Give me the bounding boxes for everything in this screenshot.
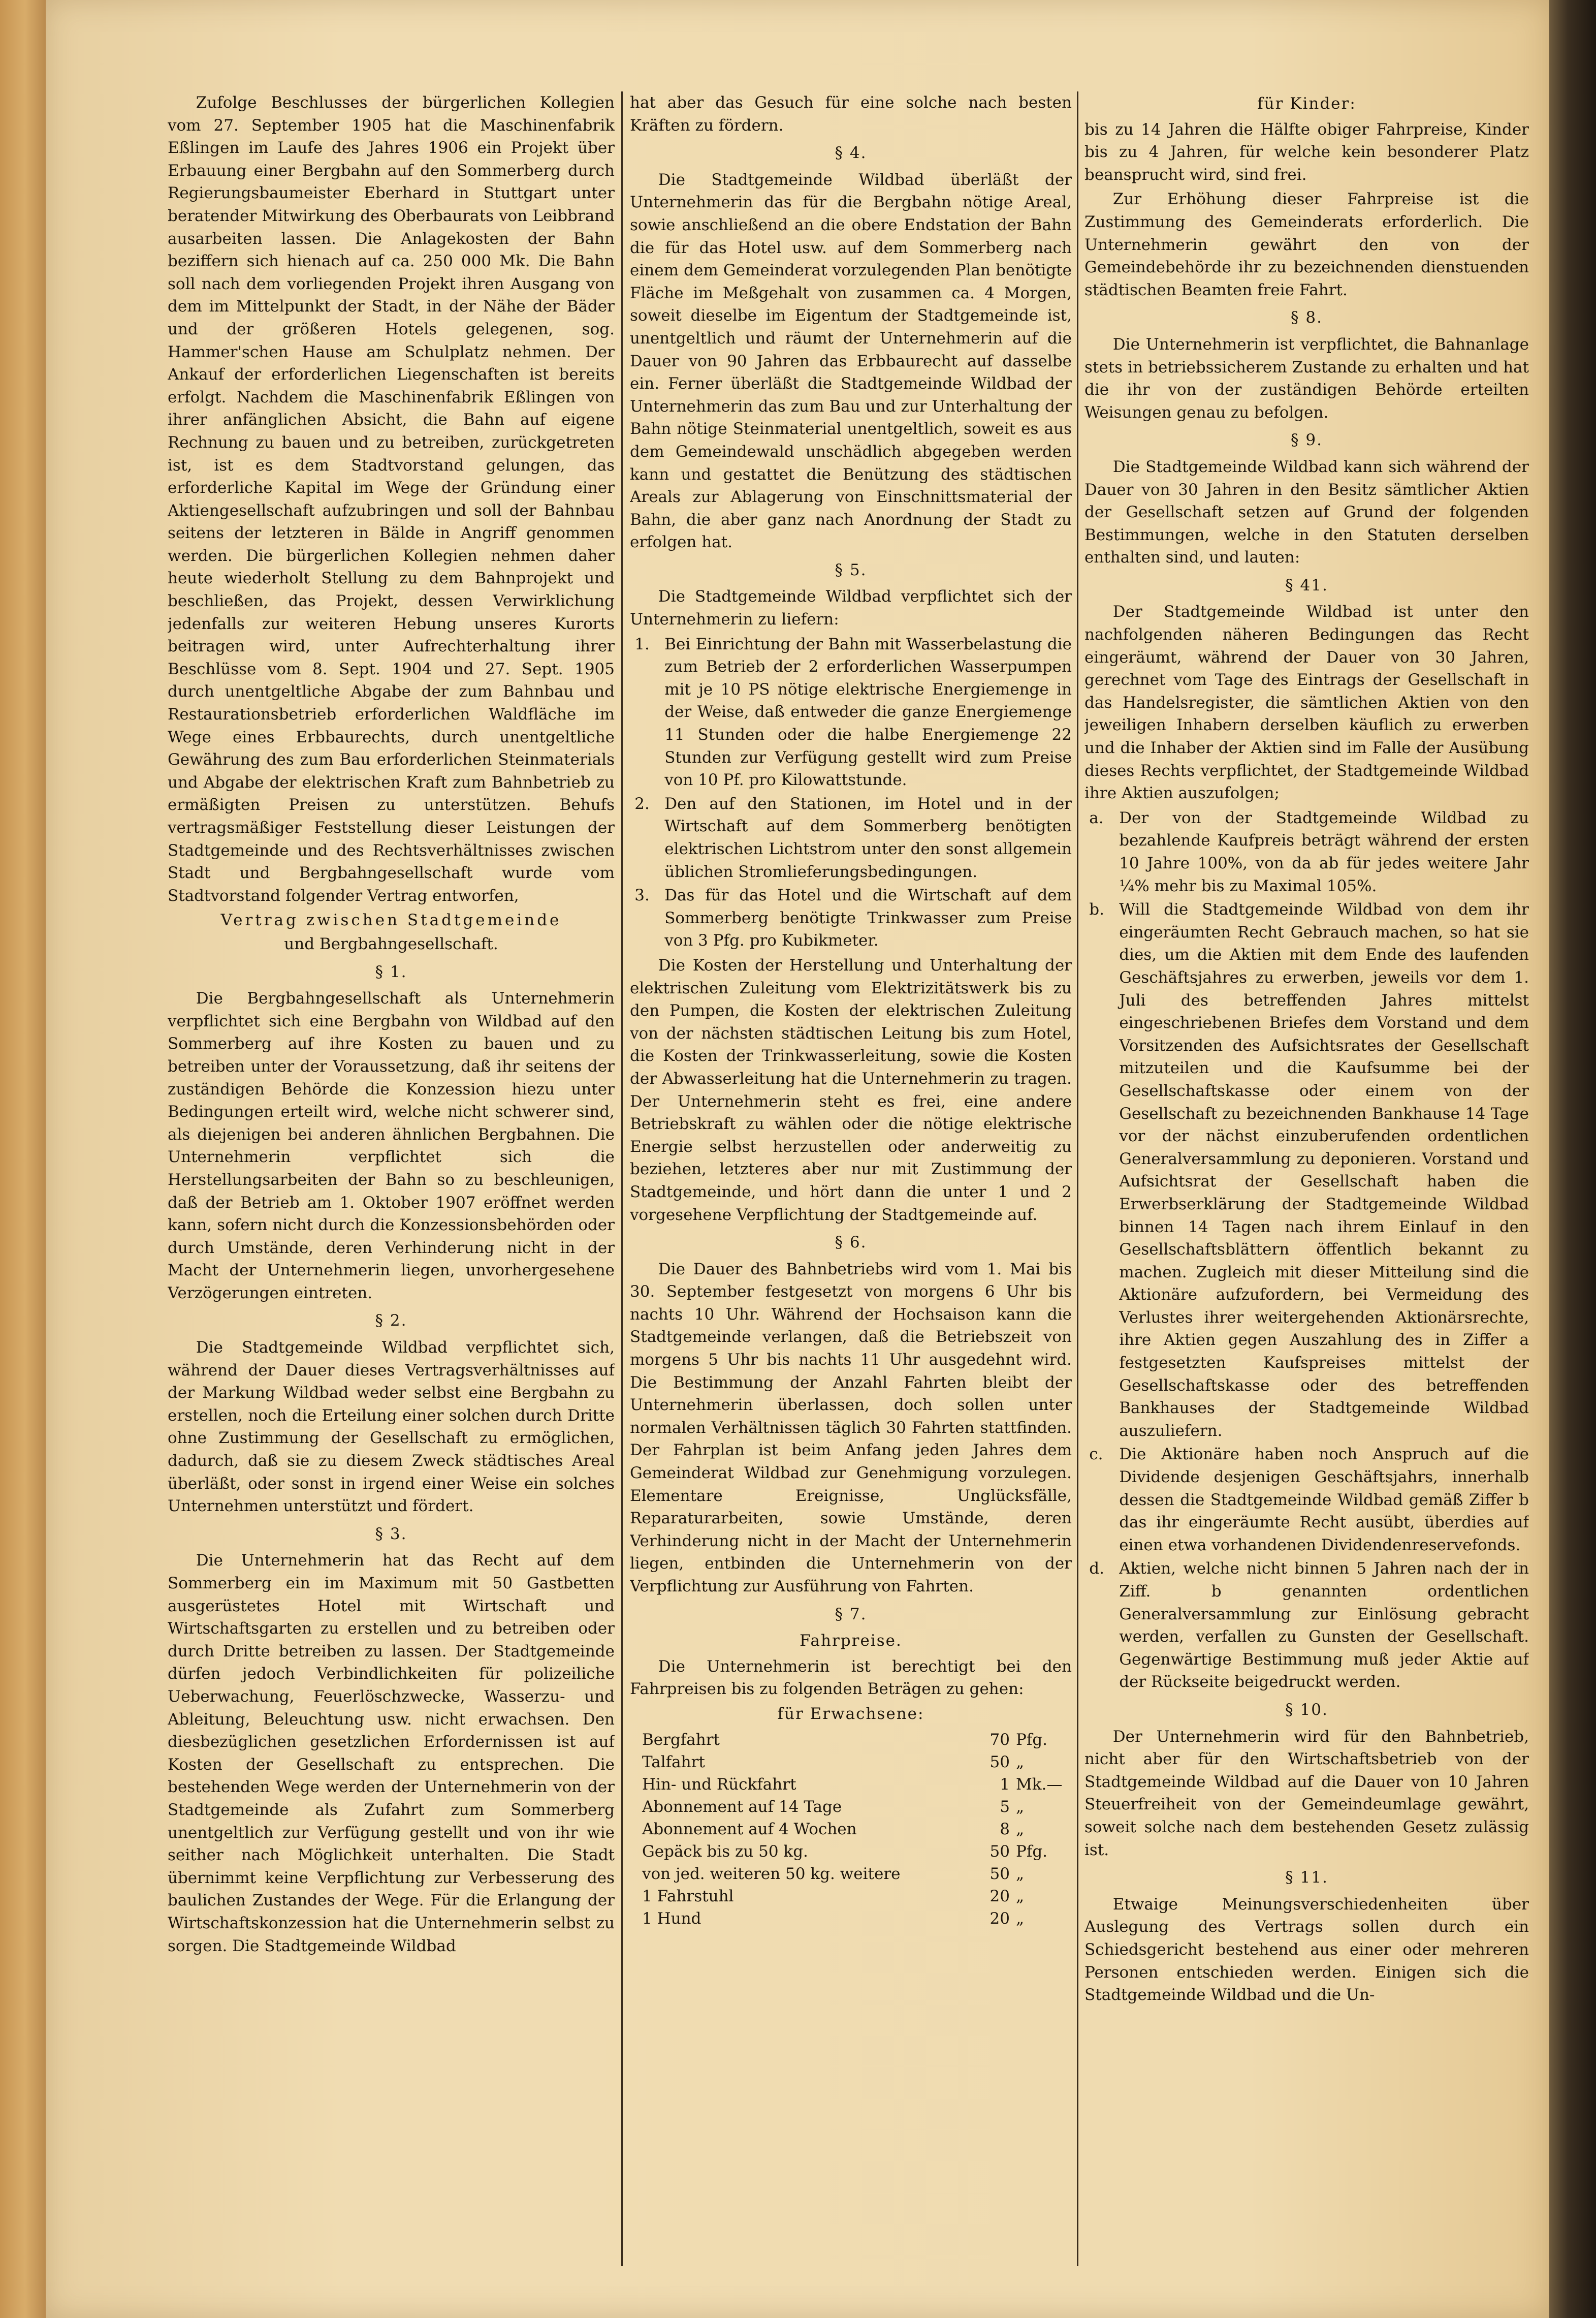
column-rule-2 xyxy=(1077,91,1078,2266)
list-item-text: Bei Einrichtung der Bahn mit Wasserbelastung die zum Betrieb der 2 erforderlichen Wasserpumpen mit je 10 PS nötige elektrische Energiemenge in der Weise, daß entweder die ganze Energiemenge 11 Stunden oder die halbe Energiemenge 22 Stunden zur Verfügung gestellt wird zum Preise von 10 Pf. pro Kilowattstunde. xyxy=(664,635,1072,790)
fare-unit: Pfg. xyxy=(1016,1730,1048,1749)
intro-paragraph: Zufolge Beschlusses der bürgerlichen Kollegien vom 27. September 1905 hat die Maschinenfabrik Eßlingen im Laufe des Jahres 1906 ein Projekt über Erbauung einer Bergbahn auf den Sommerberg durch Regierungsbaumeister Eberhard in Stuttgart unter beratender Mitwirkung des Oberbaurats von Leibbrand ausarbeiten lassen. Die Anlagekosten der Bahn beziffern sich hienach auf ca. 250 000 Mk. Die Bahn soll nach dem vorliegenden Projekt ihren Ausgang von dem im Mittelpunkt der Stadt, in der Nähe der Bäder und der größeren Hotels gelegenen, sog. Hammer'schen Hause am Schulplatz nehmen. Der Ankauf der erforderlichen Liegenschaften ist bereits erfolgt. Nachdem die Maschinenfabrik Eßlingen von ihrer anfänglichen Absicht, die Bahn auf eigene Rechnung zu bauen und zu betreiben, zurückgetreten ist, ist es dem Stadtvorstand gelungen, das erforderliche Kapital im Wege der Gründung einer Aktiengesellschaft aufzubringen und soll der Bahnbau seitens der letzteren in Bälde in Angriff genommen werden. Die bürgerlichen Kollegien nehmen daher heute wiederholt Stellung zu dem Bahnprojekt und beschließen, das Projekt, dessen Verwirklichung jedenfalls zur weiteren Hebung unseres Kurorts beitragen wird, unter Aufrechterhaltung ihrer Beschlüsse vom 8. Sept. 1904 und 27. Sept. 1905 durch unentgeltliche Abgabe der zum Bahnbau und Restaurationsbetrieb erforderlichen Waldfläche im Wege eines Erbbaurechts, durch unentgeltliche Gewährung des zum Bau erforderlichen Steinmaterials und Abgabe der elektrischen Kraft zum Bahnbetrieb zu ermäßigten Preisen zu unterstützen. Behufs vertragsmäßiger Feststellung dieser Leistungen der Stadtgemeinde und des Rechtsverhältnisses zwischen Stadt und Bergbahngesellschaft wurde vom Stadtvorstand folgender Vertrag entworfen, xyxy=(168,93,615,905)
section-6-text: Die Dauer des Bahnbetriebs wird vom 1. Mai bis 30. September festgesetzt von morgens 6 Uhr bis nachts 10 Uhr. Während der Hochsaison kann die Stadtgemeinde verlangen, daß die Betriebszeit von morgens 5 Uhr bis nachts 11 Uhr ausgedehnt wird. Die Bestimmung der Anzahl Fahrten bleibt der Unternehmerin überlassen, doch sollen unter normalen Verhältnissen täglich 30 Fahrten stattfinden. Der Fahrplan ist beim Anfang jeden Jahres dem Gemeinderat Wildbad zur Genehmigung vorzulegen. Elementare Ereignisse, Unglücksfälle, Reparaturarbeiten, sowie Umstände, deren Verhinderung nicht in der Macht der Unternehmerin liegen, entbinden die Unternehmerin von der Verpflichtung zur Ausführung von Fahrten. xyxy=(630,1260,1072,1595)
table-row xyxy=(630,1729,1072,1751)
table-row xyxy=(630,1773,1072,1796)
section-7-text: Die Unternehmerin ist berechtigt bei den Fahrpreisen bis zu folgenden Beträgen zu gehen: xyxy=(630,1657,1072,1699)
fare-value: 1 xyxy=(1000,1775,1010,1794)
section-5-list xyxy=(630,633,1072,952)
fare-value: 8 xyxy=(1000,1820,1010,1838)
fare-unit: Pfg. xyxy=(1016,1842,1048,1861)
table-row xyxy=(630,1796,1072,1818)
section-41-heading: § 41. xyxy=(1285,576,1328,594)
column-2 xyxy=(630,91,1072,2286)
table-row xyxy=(630,1840,1072,1863)
section-5-heading: § 5. xyxy=(835,560,867,579)
list-marker: c. xyxy=(1089,1445,1103,1464)
column-3 xyxy=(1084,91,1529,2286)
list-item xyxy=(1084,898,1529,1442)
section-11-heading: § 11. xyxy=(1285,1868,1328,1887)
list-item-text: Will die Stadtgemeinde Wildbad von dem ihr eingeräumten Recht Gebrauch machen, so hat sie dies, um die Aktien mit dem Ende des laufenden Geschäftsjahres zu erwerben, jeweils vor dem 1. Juli des betreffenden Jahres mittelst eingeschriebenen Briefes dem Vorstand und dem Vorsitzenden des Aufsichtsrates der Gesellschaft mitzuteilen und die Kaufsumme bei der Gesellschaftskasse oder einem von der Gesellschaft zu bezeichnenden Bankhause 14 Tage vor der nächst einzuberufenden ordentlichen Generalversammlung zu deponieren. Vorstand und Aufsichtsrat der Gesellschaft haben die Erwerbserklärung der Stadtgemeinde Wildbad binnen 14 Tagen nach ihrem Einlauf in den Gesellschaftsblättern öffentlich bekannt zu machen. Zugleich mit dieser Mitteilung sind die Aktionäre aufzufordern, bei Vermeidung des Verlustes ihrer weitergehenden Aktionärsrechte, ihre Aktien gegen Auszahlung des in Ziffer a festgesetzten Kaufspreises mittelst der Gesellschaftskasse oder des betreffenden Bankhauses der Stadtgemeinde Wildbad auszuliefern. xyxy=(1119,900,1529,1440)
children-text: bis zu 14 Jahren die Hälfte obiger Fahrpreise, Kinder bis zu 4 Jahren, für welche kein besonderer Platz beansprucht wird, sind frei. xyxy=(1084,120,1529,184)
contract-title-line-2: und Bergbahngesellschaft. xyxy=(284,934,498,953)
list-marker: d. xyxy=(1089,1559,1104,1578)
fare-label: Talfahrt xyxy=(642,1752,705,1771)
fare-label: 1 Fahrstuhl xyxy=(642,1887,734,1905)
list-marker: a. xyxy=(1089,808,1104,827)
fare-unit: „ xyxy=(1016,1887,1025,1905)
section-8-heading: § 8. xyxy=(1291,308,1323,327)
list-item xyxy=(630,793,1072,883)
list-item-text: Den auf den Stationen, im Hotel und in der Wirtschaft auf dem Sommerberg benötigten elektrischen Lichtstrom unter den sonst allgemein üblichen Stromlieferungsbedingungen. xyxy=(664,794,1072,881)
list-item xyxy=(1084,1443,1529,1556)
page-edge-shadow xyxy=(1549,0,1596,2318)
table-row xyxy=(630,1863,1072,1885)
section-5-costs: Die Kosten der Herstellung und Unterhaltung der elektrischen Zuleitung vom Elektrizitätswerk bis zu den Pumpen, die Kosten der elektrischen Zuleitung von der nächsten städtischen Leitung bis zum Hotel, die Kosten der Trinkwasserleitung, sowie die Kosten der Abwasserleitung hat die Unternehmerin zu tragen. Der Unternehmerin steht es frei, eine andere Betriebskraft zu wählen oder die nötige elektrische Energie selbst herzustellen oder anderweitig zu beziehen, letzteres aber nur mit Zustimmung der Stadtgemeinde, und hört dann die unter 1 und 2 vorgesehene Verpflichtung der Stadtgemeinde auf. xyxy=(630,956,1072,1224)
list-marker: 2. xyxy=(634,794,650,813)
list-item xyxy=(1084,807,1529,897)
table-row xyxy=(630,1907,1072,1930)
section-1-heading: § 1. xyxy=(375,962,407,981)
list-item xyxy=(1084,1557,1529,1694)
column-rule-1 xyxy=(621,91,623,2266)
section-3-continuation: hat aber das Gesuch für eine solche nach besten Kräften zu fördern. xyxy=(630,93,1072,135)
fare-label: Hin- und Rückfahrt xyxy=(642,1775,796,1794)
fare-value: 5 xyxy=(1000,1797,1010,1816)
section-3-text: Die Unternehmerin hat das Recht auf dem Sommerberg ein im Maximum mit 50 Gastbetten ausgerüstetes Hotel mit Wirtschaft und Wirtschaftsgarten zu erstellen und zu betreiben oder durch Dritte betreiben zu lassen. Der Stadtgemeinde dürfen jedoch Verbindlichkeiten für polizeiliche Ueberwachung, Feuerlöschzwecke, Wasserzu- und Ableitung, Beleuchtung usw. nicht erwachsen. Den diesbezüglichen gesetzlichen Erfordernissen ist auf Kosten der Gesellschaft zu entsprechen. Die bestehenden Wege werden der Unternehmerin von der Stadtgemeinde als Zufahrt zum Sommerberg unentgeltlich zur Verfügung gestellt und von ihr wie seither nach Möglichkeit unterhalten. Die Stadt übernimmt keine Verpflichtung zur Verbesserung des baulichen Zustandes der Wege. Für die Erlangung der Wirtschaftskonzession hat die Unternehmerin selbst zu sorgen. Die Stadtgemeinde Wildbad xyxy=(168,1551,615,1955)
fare-unit: „ xyxy=(1016,1797,1025,1816)
book-binding xyxy=(0,0,46,2318)
section-5-intro: Die Stadtgemeinde Wildbad verpflichtet sich der Unternehmerin zu liefern: xyxy=(630,587,1072,629)
table-row xyxy=(630,1885,1072,1907)
list-item-text: Die Aktionäre haben noch Anspruch auf die Dividende desjenigen Geschäftsjahrs, innerhalb dessen die Stadtgemeinde Wildbad gemäß Ziffer b das ihr eingeräumte Recht ausübt, überdies auf einen etwa vorhandenen Dividendenreservefonds. xyxy=(1119,1445,1529,1554)
fare-unit: Mk.— xyxy=(1016,1775,1063,1794)
list-item xyxy=(630,633,1072,792)
fare-value: 20 xyxy=(989,1909,1010,1928)
section-4-text: Die Stadtgemeinde Wildbad überläßt der Unternehmerin das für die Bergbahn nötige Areal, sowie anschließend an die obere Endstation der Bahn die für das Hotel usw. auf dem Sommerberg nach einem dem Gemeinderat vorzulegenden Plan benötigte Fläche im Meßgehalt von zusammen ca. 4 Morgen, soweit dieselbe im Eigentum der Stadtgemeinde ist, unentgeltlich und räumt der Unternehmerin auf die Dauer von 90 Jahren das Erbbaurecht auf dasselbe ein. Ferner überläßt die Stadtgemeinde Wildbad der Unternehmerin das zum Bau und zur Unterhaltung der Bahn nötige Steinmaterial unentgeltlich, soweit es aus dem Gemeindewald unschädlich abgegeben werden kann und gestattet die Benützung des städtischen Areals zur Ablagerung von Einschnittsmaterial der Bahn, die aber ganz nach Anordnung der Stadt zu erfolgen hat. xyxy=(630,170,1072,552)
fare-value: 50 xyxy=(989,1842,1010,1861)
fare-label: Abonnement auf 4 Wochen xyxy=(642,1820,857,1838)
fare-table xyxy=(630,1729,1072,1930)
list-item-text: Das für das Hotel und die Wirtschaft auf dem Sommerberg benötigte Trinkwasser zum Preise von 3 Pfg. pro Kubikmeter. xyxy=(664,886,1072,950)
fare-unit: „ xyxy=(1016,1752,1025,1771)
section-8-text: Die Unternehmerin ist verpflichtet, die Bahnanlage stets in betriebssicherem Zustande zu erhalten und hat die ihr von der zuständigen Behörde erteilten Weisungen genau zu befolgen. xyxy=(1084,335,1529,422)
table-row xyxy=(630,1751,1072,1773)
section-10-text: Der Unternehmerin wird für den Bahnbetrieb, nicht aber für den Wirtschaftsbetrieb von der Stadtgemeinde Wildbad auf die Dauer von 10 Jahren Steuerfreiheit von der Gemeindeumlage gewährt, soweit solche nach dem bestehenden Gesetz zulässig ist. xyxy=(1084,1727,1529,1859)
section-11-text: Etwaige Meinungsverschiedenheiten über Auslegung des Vertrags sollen durch ein Schiedsgericht bestehend aus einer oder mehreren Personen entschieden werden. Einigen sich die Stadtgemeinde Wildbad und die Un- xyxy=(1084,1895,1529,2004)
fare-value: 70 xyxy=(989,1730,1010,1749)
column-1 xyxy=(168,91,615,2286)
section-1-text: Die Bergbahngesellschaft als Unternehmerin verpflichtet sich eine Bergbahn von Wildbad auf den Sommerberg auf ihre Kosten zu bauen und zu betreiben unter der Voraussetzung, daß ihr seitens der zuständigen Behörde die Konzession hiezu unter Bedingungen erteilt wird, welche nicht schwerer sind, als diejenigen bei anderen ähnlichen Bergbahnen. Die Unternehmerin verpflichtet sich die Herstellungsarbeiten der Bahn so zu beschleunigen, daß der Betrieb am 1. Oktober 1907 eröffnet werden kann, sofern nicht durch die Konzessionsbehörden oder durch Umstände, deren Verhinderung nicht in der Macht der Unternehmerin liegen, unvorhergesehene Verzögerungen eintreten. xyxy=(168,989,615,1302)
fare-unit: „ xyxy=(1016,1820,1025,1838)
list-marker: b. xyxy=(1089,900,1104,919)
fares-subtitle: Fahrpreise. xyxy=(800,1632,902,1650)
section-6-heading: § 6. xyxy=(835,1233,867,1252)
list-item-text: Aktien, welche nicht binnen 5 Jahren nach der in Ziff. b genannten ordentlichen Generalversammlung zur Einlösung gebracht werden, verfallen zu Gunsten der Gesellschaft. Gegenwärtige Bestimmung muß jeder Aktie auf der Rückseite beigedruckt werden. xyxy=(1119,1559,1529,1691)
list-marker: 1. xyxy=(634,635,650,653)
fare-unit: „ xyxy=(1016,1909,1025,1928)
fare-label: Abonnement auf 14 Tage xyxy=(642,1797,842,1816)
section-9-heading: § 9. xyxy=(1291,431,1323,450)
fare-value: 20 xyxy=(989,1887,1010,1905)
adults-heading: für Erwachsene: xyxy=(777,1704,924,1723)
contract-title-line-1: Vertrag zwischen Stadtgemeinde xyxy=(220,911,562,930)
section-4-heading: § 4. xyxy=(835,144,867,163)
fare-label: Gepäck bis zu 50 kg. xyxy=(642,1842,808,1861)
section-7-heading: § 7. xyxy=(835,1605,867,1623)
list-item-text: Der von der Stadtgemeinde Wildbad zu bezahlende Kaufpreis beträgt während der ersten 10 Jahre 100%, von da ab für jedes weitere Jahr ¼% mehr bis zu Maximal 105%. xyxy=(1119,808,1529,895)
fare-unit: „ xyxy=(1016,1864,1025,1883)
section-9-text: Die Stadtgemeinde Wildbad kann sich während der Dauer von 30 Jahren in den Besitz sämtlicher Aktien der Gesellschaft setzen auf Grund der folgenden Bestimmungen, welche in den Statuten derselben enthalten sind, und lauten: xyxy=(1084,457,1529,567)
section-3-heading: § 3. xyxy=(375,1524,407,1543)
fare-value: 50 xyxy=(989,1864,1010,1883)
fare-value: 50 xyxy=(989,1752,1010,1771)
fare-label: 1 Hund xyxy=(642,1909,701,1928)
children-heading: für Kinder: xyxy=(1257,95,1356,113)
table-row xyxy=(630,1818,1072,1840)
section-2-heading: § 2. xyxy=(375,1311,407,1330)
list-marker: 3. xyxy=(634,886,650,905)
section-2-text: Die Stadtgemeinde Wildbad verpflichtet sich, während der Dauer dieses Vertragsverhältnisses auf der Markung Wildbad weder selbst eine Bergbahn zu erstellen, noch die Erteilung einer solchen durch Dritte ohne Zustimmung der Gesellschaft zu ermöglichen, dadurch, daß sie zu diesem Zweck städtisches Areal überläßt, oder sonst in irgend einer Weise ein solches Unternehmen unterstützt und fördert. xyxy=(168,1338,615,1516)
fare-increase-text: Zur Erhöhung dieser Fahrpreise ist die Zustimmung des Gemeinderats erforderlich. Die Unternehmerin gewährt den von der Gemeindebehörde ihr zu bezeichnenden dienstuenden städtischen Beamten freie Fahrt. xyxy=(1084,190,1529,299)
fare-label: Bergfahrt xyxy=(642,1730,720,1749)
section-41-list xyxy=(1084,807,1529,1694)
list-item xyxy=(630,884,1072,952)
section-10-heading: § 10. xyxy=(1285,1700,1328,1719)
section-41-text: Der Stadtgemeinde Wildbad ist unter den nachfolgenden näheren Bedingungen das Recht eingeräumt, während der Dauer von 30 Jahren, gerechnet vom Tage des Eintrags der Gesellschaft in das Handelsregister, die sämtlichen Aktien von den jeweiligen Inhabern derselben käuflich zu erwerben und die Inhaber der Aktien sind im Falle der Ausübung dieses Rechts verpflichtet, der Stadtgemeinde Wildbad ihre Aktien auszufolgen; xyxy=(1084,603,1529,803)
fare-label: von jed. weiteren 50 kg. weitere xyxy=(642,1864,901,1883)
